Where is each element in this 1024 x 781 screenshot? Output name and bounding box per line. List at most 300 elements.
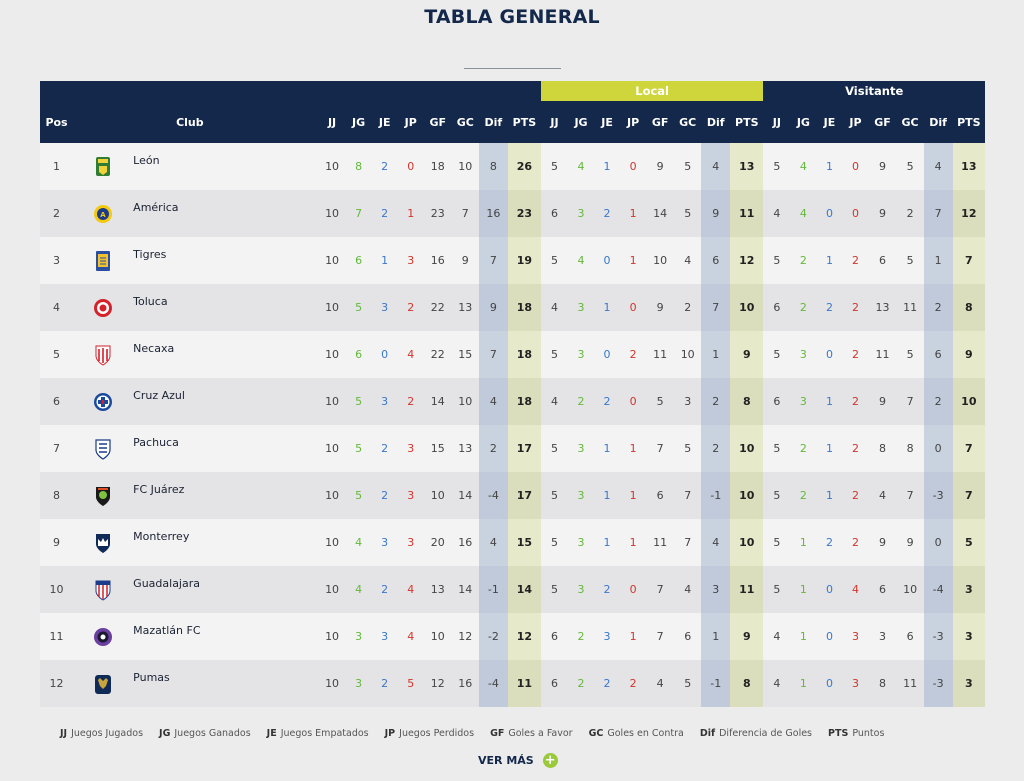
visit-jg-cell: 2 bbox=[790, 425, 816, 472]
local-gc-cell: 7 bbox=[674, 472, 701, 519]
total-gc-cell: 14 bbox=[452, 472, 479, 519]
visit-je-cell: 0 bbox=[816, 190, 842, 237]
column-header-pts-17: PTS bbox=[730, 101, 763, 143]
visit-jg-cell: 3 bbox=[790, 331, 816, 378]
club-name-cell[interactable] bbox=[133, 613, 318, 660]
visit-jj-cell: 4 bbox=[763, 613, 790, 660]
total-gc-cell: 10 bbox=[452, 378, 479, 425]
position-cell: 5 bbox=[40, 331, 73, 378]
local-je-cell: 1 bbox=[594, 284, 620, 331]
visit-pts-cell: 7 bbox=[953, 472, 985, 519]
total-gc-cell: 9 bbox=[452, 237, 479, 284]
local-jg-cell: 3 bbox=[568, 425, 594, 472]
visit-gc-cell: 8 bbox=[897, 425, 924, 472]
local-jj-cell: 6 bbox=[541, 613, 568, 660]
visit-jp-cell: 0 bbox=[842, 143, 868, 190]
club-name-cell[interactable] bbox=[133, 566, 318, 613]
visit-gf-cell: 13 bbox=[869, 284, 897, 331]
club-name[interactable]: Monterrey bbox=[133, 530, 190, 543]
standings-table bbox=[40, 81, 985, 707]
total-jg-cell: 3 bbox=[346, 660, 372, 707]
local-pts-cell: 10 bbox=[730, 284, 763, 331]
total-dif-cell: 16 bbox=[479, 190, 508, 237]
total-gf-cell: 13 bbox=[424, 566, 452, 613]
local-jj-cell: 5 bbox=[541, 143, 568, 190]
total-dif-cell: -4 bbox=[479, 660, 508, 707]
local-gc-cell: 2 bbox=[674, 284, 701, 331]
title-divider bbox=[464, 68, 561, 69]
local-gc-cell: 4 bbox=[674, 237, 701, 284]
visit-pts-cell: 7 bbox=[953, 237, 985, 284]
plus-icon: + bbox=[543, 753, 558, 768]
visit-pts-cell: 7 bbox=[953, 425, 985, 472]
total-jj-cell: 10 bbox=[319, 378, 346, 425]
visit-pts-cell: 3 bbox=[953, 660, 985, 707]
local-jp-cell: 2 bbox=[620, 660, 646, 707]
club-name[interactable]: Necaxa bbox=[133, 342, 175, 355]
total-jg-cell: 8 bbox=[346, 143, 372, 190]
visit-jg-cell: 2 bbox=[790, 237, 816, 284]
club-name[interactable]: Toluca bbox=[133, 295, 168, 308]
local-je-cell: 1 bbox=[594, 425, 620, 472]
total-gf-cell: 15 bbox=[424, 425, 452, 472]
visit-jj-cell: 4 bbox=[763, 190, 790, 237]
column-header-jg-11: JG bbox=[568, 101, 594, 143]
club-name[interactable]: FC Juárez bbox=[133, 483, 185, 496]
total-jj-cell: 10 bbox=[319, 190, 346, 237]
column-header-gf-14: GF bbox=[646, 101, 674, 143]
column-header-gc-7: GC bbox=[452, 101, 479, 143]
total-pts-cell: 17 bbox=[508, 472, 541, 519]
visit-gf-cell: 9 bbox=[869, 143, 897, 190]
total-dif-cell: 2 bbox=[479, 425, 508, 472]
table-row[interactable] bbox=[40, 660, 985, 707]
local-pts-cell: 9 bbox=[730, 613, 763, 660]
club-name-cell[interactable] bbox=[133, 519, 318, 566]
column-header-club-1: Club bbox=[73, 101, 318, 143]
visit-pts-cell: 13 bbox=[953, 143, 985, 190]
visit-jp-cell: 2 bbox=[842, 331, 868, 378]
local-jg-cell: 2 bbox=[568, 613, 594, 660]
column-header-jg-19: JG bbox=[790, 101, 816, 143]
total-jp-cell: 5 bbox=[398, 660, 424, 707]
club-name-cell[interactable] bbox=[133, 425, 318, 472]
local-gf-cell: 14 bbox=[646, 190, 674, 237]
table-row[interactable] bbox=[40, 378, 985, 425]
local-dif-cell: -1 bbox=[701, 660, 730, 707]
visit-jp-cell: 2 bbox=[842, 472, 868, 519]
visit-jp-cell: 2 bbox=[842, 378, 868, 425]
position-cell: 11 bbox=[40, 613, 73, 660]
visit-gf-cell: 6 bbox=[869, 566, 897, 613]
table-row[interactable] bbox=[40, 190, 985, 237]
local-gc-cell: 5 bbox=[674, 660, 701, 707]
legend-abbr: JJ bbox=[60, 728, 68, 739]
column-header-jj-10: JJ bbox=[541, 101, 568, 143]
club-name[interactable]: León bbox=[133, 154, 160, 167]
total-jj-cell: 10 bbox=[319, 660, 346, 707]
legend-item bbox=[589, 728, 684, 739]
total-gc-cell: 13 bbox=[452, 425, 479, 472]
total-gf-cell: 22 bbox=[424, 284, 452, 331]
table-row[interactable] bbox=[40, 472, 985, 519]
pumas-logo bbox=[73, 660, 133, 707]
column-header-dif-8: Dif bbox=[479, 101, 508, 143]
table-row[interactable] bbox=[40, 284, 985, 331]
visit-jj-cell: 6 bbox=[763, 378, 790, 425]
total-pts-cell: 26 bbox=[508, 143, 541, 190]
local-jj-cell: 5 bbox=[541, 472, 568, 519]
legend-desc: Goles a Favor bbox=[508, 728, 573, 739]
position-cell: 2 bbox=[40, 190, 73, 237]
visit-dif-cell: 0 bbox=[924, 519, 953, 566]
table-row[interactable] bbox=[40, 237, 985, 284]
total-pts-cell: 19 bbox=[508, 237, 541, 284]
total-jp-cell: 3 bbox=[398, 472, 424, 519]
local-gc-cell: 5 bbox=[674, 190, 701, 237]
position-cell: 7 bbox=[40, 425, 73, 472]
column-header-dif-16: Dif bbox=[701, 101, 730, 143]
position-cell: 3 bbox=[40, 237, 73, 284]
local-jg-cell: 3 bbox=[568, 284, 594, 331]
visit-jj-cell: 5 bbox=[763, 425, 790, 472]
fc-juarez-logo bbox=[73, 472, 133, 519]
local-jp-cell: 0 bbox=[620, 566, 646, 613]
total-jg-cell: 4 bbox=[346, 566, 372, 613]
visit-dif-cell: 2 bbox=[924, 284, 953, 331]
visit-je-cell: 0 bbox=[816, 566, 842, 613]
local-dif-cell: 1 bbox=[701, 331, 730, 378]
total-dif-cell: -1 bbox=[479, 566, 508, 613]
visit-je-cell: 2 bbox=[816, 284, 842, 331]
visit-jj-cell: 5 bbox=[763, 472, 790, 519]
visit-jg-cell: 4 bbox=[790, 143, 816, 190]
local-je-cell: 0 bbox=[594, 331, 620, 378]
local-jp-cell: 1 bbox=[620, 519, 646, 566]
local-je-cell: 2 bbox=[594, 566, 620, 613]
club-name-cell[interactable] bbox=[133, 190, 318, 237]
position-cell: 9 bbox=[40, 519, 73, 566]
visit-gf-cell: 9 bbox=[869, 378, 897, 425]
legend-desc: Juegos Perdidos bbox=[399, 728, 475, 739]
visit-pts-cell: 10 bbox=[953, 378, 985, 425]
visit-gc-cell: 11 bbox=[897, 660, 924, 707]
total-gc-cell: 10 bbox=[452, 143, 479, 190]
local-gf-cell: 4 bbox=[646, 660, 674, 707]
visit-jg-cell: 1 bbox=[790, 613, 816, 660]
total-jg-cell: 6 bbox=[346, 331, 372, 378]
visit-jj-cell: 5 bbox=[763, 331, 790, 378]
visit-gf-cell: 8 bbox=[869, 425, 897, 472]
total-jj-cell: 10 bbox=[319, 331, 346, 378]
club-name-cell[interactable] bbox=[133, 378, 318, 425]
total-jg-cell: 6 bbox=[346, 237, 372, 284]
local-jj-cell: 5 bbox=[541, 331, 568, 378]
local-jp-cell: 1 bbox=[620, 472, 646, 519]
standings-table-container bbox=[40, 81, 985, 707]
visit-jj-cell: 6 bbox=[763, 284, 790, 331]
total-jp-cell: 3 bbox=[398, 519, 424, 566]
visit-jg-cell: 2 bbox=[790, 284, 816, 331]
club-name[interactable]: Tigres bbox=[133, 248, 167, 261]
visit-jp-cell: 2 bbox=[842, 284, 868, 331]
table-row[interactable] bbox=[40, 143, 985, 190]
visit-pts-cell: 12 bbox=[953, 190, 985, 237]
total-jg-cell: 5 bbox=[346, 284, 372, 331]
legend-abbr: GF bbox=[490, 728, 505, 739]
visit-pts-cell: 3 bbox=[953, 613, 985, 660]
club-name[interactable]: Pumas bbox=[133, 671, 170, 684]
local-pts-cell: 12 bbox=[730, 237, 763, 284]
total-dif-cell: 8 bbox=[479, 143, 508, 190]
local-je-cell: 1 bbox=[594, 143, 620, 190]
club-name-cell[interactable] bbox=[133, 143, 318, 190]
local-gc-cell: 4 bbox=[674, 566, 701, 613]
legend-item bbox=[490, 728, 573, 739]
legend-item bbox=[159, 728, 251, 739]
local-dif-cell: 4 bbox=[701, 143, 730, 190]
visit-gc-cell: 9 bbox=[897, 519, 924, 566]
visit-gf-cell: 9 bbox=[869, 519, 897, 566]
visit-jp-cell: 2 bbox=[842, 425, 868, 472]
column-header-gf-6: GF bbox=[424, 101, 452, 143]
local-je-cell: 2 bbox=[594, 378, 620, 425]
legend-item bbox=[385, 728, 474, 739]
visit-je-cell: 2 bbox=[816, 519, 842, 566]
local-jg-cell: 3 bbox=[568, 472, 594, 519]
visit-dif-cell: 7 bbox=[924, 190, 953, 237]
visit-jp-cell: 4 bbox=[842, 566, 868, 613]
position-cell: 4 bbox=[40, 284, 73, 331]
column-header-gf-22: GF bbox=[869, 101, 897, 143]
local-jp-cell: 1 bbox=[620, 613, 646, 660]
visit-jp-cell: 0 bbox=[842, 190, 868, 237]
total-gf-cell: 18 bbox=[424, 143, 452, 190]
ver-mas-button[interactable] bbox=[478, 753, 558, 768]
local-gf-cell: 11 bbox=[646, 519, 674, 566]
local-jp-cell: 2 bbox=[620, 331, 646, 378]
local-gf-cell: 5 bbox=[646, 378, 674, 425]
local-jp-cell: 1 bbox=[620, 237, 646, 284]
total-jj-cell: 10 bbox=[319, 284, 346, 331]
column-header-row bbox=[40, 101, 985, 143]
total-gc-cell: 13 bbox=[452, 284, 479, 331]
total-gf-cell: 10 bbox=[424, 613, 452, 660]
legend-item bbox=[700, 728, 812, 739]
local-dif-cell: -1 bbox=[701, 472, 730, 519]
total-pts-cell: 18 bbox=[508, 284, 541, 331]
legend-desc: Juegos Empatados bbox=[280, 728, 369, 739]
visit-gf-cell: 11 bbox=[869, 331, 897, 378]
visit-dif-cell: 1 bbox=[924, 237, 953, 284]
local-jg-cell: 4 bbox=[568, 237, 594, 284]
local-pts-cell: 10 bbox=[730, 425, 763, 472]
total-je-cell: 1 bbox=[372, 237, 398, 284]
local-jj-cell: 6 bbox=[541, 190, 568, 237]
legend-item bbox=[267, 728, 369, 739]
visit-jg-cell: 3 bbox=[790, 378, 816, 425]
group-header-local: Local bbox=[541, 81, 763, 101]
total-gf-cell: 12 bbox=[424, 660, 452, 707]
visit-gc-cell: 7 bbox=[897, 378, 924, 425]
club-name-cell[interactable] bbox=[133, 331, 318, 378]
total-pts-cell: 11 bbox=[508, 660, 541, 707]
club-name-cell[interactable] bbox=[133, 472, 318, 519]
visit-jg-cell: 1 bbox=[790, 519, 816, 566]
visit-pts-cell: 9 bbox=[953, 331, 985, 378]
visit-je-cell: 1 bbox=[816, 143, 842, 190]
total-je-cell: 3 bbox=[372, 519, 398, 566]
total-dif-cell: 4 bbox=[479, 378, 508, 425]
local-gc-cell: 10 bbox=[674, 331, 701, 378]
legend-desc: Diferencia de Goles bbox=[719, 728, 813, 739]
total-dif-cell: -4 bbox=[479, 472, 508, 519]
local-jj-cell: 5 bbox=[541, 237, 568, 284]
visit-gc-cell: 5 bbox=[897, 237, 924, 284]
club-name[interactable]: Cruz Azul bbox=[133, 389, 185, 402]
total-je-cell: 2 bbox=[372, 143, 398, 190]
visit-je-cell: 0 bbox=[816, 660, 842, 707]
visit-dif-cell: -4 bbox=[924, 566, 953, 613]
visit-je-cell: 1 bbox=[816, 378, 842, 425]
visit-jg-cell: 1 bbox=[790, 566, 816, 613]
visit-gf-cell: 3 bbox=[869, 613, 897, 660]
total-je-cell: 2 bbox=[372, 190, 398, 237]
total-jg-cell: 7 bbox=[346, 190, 372, 237]
total-jj-cell: 10 bbox=[319, 566, 346, 613]
local-dif-cell: 9 bbox=[701, 190, 730, 237]
visit-jp-cell: 3 bbox=[842, 613, 868, 660]
local-gc-cell: 3 bbox=[674, 378, 701, 425]
visit-gc-cell: 11 bbox=[897, 284, 924, 331]
total-jg-cell: 3 bbox=[346, 613, 372, 660]
local-jg-cell: 2 bbox=[568, 660, 594, 707]
total-je-cell: 2 bbox=[372, 660, 398, 707]
visit-jj-cell: 5 bbox=[763, 519, 790, 566]
club-name[interactable]: América bbox=[133, 201, 179, 214]
total-jp-cell: 2 bbox=[398, 378, 424, 425]
local-gf-cell: 7 bbox=[646, 425, 674, 472]
column-header-dif-24: Dif bbox=[924, 101, 953, 143]
table-row[interactable] bbox=[40, 613, 985, 660]
club-name[interactable]: Guadalajara bbox=[133, 577, 200, 590]
total-gf-cell: 22 bbox=[424, 331, 452, 378]
group-header-visitante: Visitante bbox=[763, 81, 985, 101]
table-row[interactable] bbox=[40, 519, 985, 566]
legend-abbr: JP bbox=[384, 728, 396, 739]
column-header-jp-13: JP bbox=[620, 101, 646, 143]
column-header-pos-0: Pos bbox=[40, 101, 73, 143]
visit-gf-cell: 4 bbox=[869, 472, 897, 519]
local-pts-cell: 11 bbox=[730, 190, 763, 237]
visit-jp-cell: 2 bbox=[842, 237, 868, 284]
pachuca-logo bbox=[73, 425, 133, 472]
svg-text:A: A bbox=[100, 210, 106, 219]
club-name-cell[interactable] bbox=[133, 284, 318, 331]
total-jj-cell: 10 bbox=[319, 472, 346, 519]
visit-jj-cell: 5 bbox=[763, 237, 790, 284]
legend-abbr: PTS bbox=[828, 728, 849, 739]
total-je-cell: 0 bbox=[372, 331, 398, 378]
column-header-jp-21: JP bbox=[842, 101, 868, 143]
local-gf-cell: 7 bbox=[646, 613, 674, 660]
local-pts-cell: 8 bbox=[730, 378, 763, 425]
total-gc-cell: 16 bbox=[452, 519, 479, 566]
local-dif-cell: 3 bbox=[701, 566, 730, 613]
club-name-cell[interactable] bbox=[133, 237, 318, 284]
column-header-pts-25: PTS bbox=[953, 101, 985, 143]
position-cell: 6 bbox=[40, 378, 73, 425]
necaxa-logo bbox=[73, 331, 133, 378]
local-je-cell: 2 bbox=[594, 190, 620, 237]
visit-dif-cell: 2 bbox=[924, 378, 953, 425]
column-header-je-4: JE bbox=[372, 101, 398, 143]
total-pts-cell: 18 bbox=[508, 331, 541, 378]
legend-abbr: GC bbox=[588, 728, 604, 739]
visit-gf-cell: 6 bbox=[869, 237, 897, 284]
visit-gc-cell: 7 bbox=[897, 472, 924, 519]
visit-jj-cell: 5 bbox=[763, 143, 790, 190]
total-gf-cell: 20 bbox=[424, 519, 452, 566]
local-jj-cell: 5 bbox=[541, 425, 568, 472]
local-jj-cell: 5 bbox=[541, 566, 568, 613]
table-row[interactable] bbox=[40, 425, 985, 472]
visit-je-cell: 1 bbox=[816, 425, 842, 472]
local-gf-cell: 11 bbox=[646, 331, 674, 378]
total-jj-cell: 10 bbox=[319, 613, 346, 660]
local-gf-cell: 7 bbox=[646, 566, 674, 613]
total-gc-cell: 14 bbox=[452, 566, 479, 613]
local-gf-cell: 9 bbox=[646, 143, 674, 190]
column-header-jg-3: JG bbox=[346, 101, 372, 143]
local-gf-cell: 6 bbox=[646, 472, 674, 519]
visit-jp-cell: 2 bbox=[842, 519, 868, 566]
visit-jg-cell: 4 bbox=[790, 190, 816, 237]
legend-abbr: JE bbox=[266, 728, 277, 739]
total-dif-cell: -2 bbox=[479, 613, 508, 660]
club-name[interactable]: Pachuca bbox=[133, 436, 179, 449]
local-jp-cell: 1 bbox=[620, 425, 646, 472]
total-dif-cell: 7 bbox=[479, 237, 508, 284]
cruz-azul-logo bbox=[73, 378, 133, 425]
total-gf-cell: 23 bbox=[424, 190, 452, 237]
column-header-jp-5: JP bbox=[398, 101, 424, 143]
local-pts-cell: 8 bbox=[730, 660, 763, 707]
total-gf-cell: 16 bbox=[424, 237, 452, 284]
visit-dif-cell: 6 bbox=[924, 331, 953, 378]
visit-gc-cell: 2 bbox=[897, 190, 924, 237]
visit-gf-cell: 8 bbox=[869, 660, 897, 707]
local-jj-cell: 4 bbox=[541, 284, 568, 331]
total-jp-cell: 3 bbox=[398, 425, 424, 472]
club-name[interactable]: Mazatlán FC bbox=[133, 624, 201, 637]
local-pts-cell: 9 bbox=[730, 331, 763, 378]
total-jg-cell: 4 bbox=[346, 519, 372, 566]
local-jp-cell: 0 bbox=[620, 143, 646, 190]
monterrey-logo bbox=[73, 519, 133, 566]
total-pts-cell: 23 bbox=[508, 190, 541, 237]
visit-dif-cell: -3 bbox=[924, 472, 953, 519]
club-name-cell[interactable] bbox=[133, 660, 318, 707]
table-row[interactable] bbox=[40, 331, 985, 378]
local-dif-cell: 7 bbox=[701, 284, 730, 331]
table-row[interactable] bbox=[40, 566, 985, 613]
visit-pts-cell: 3 bbox=[953, 566, 985, 613]
local-pts-cell: 10 bbox=[730, 519, 763, 566]
total-dif-cell: 9 bbox=[479, 284, 508, 331]
visit-jj-cell: 4 bbox=[763, 660, 790, 707]
local-je-cell: 1 bbox=[594, 519, 620, 566]
